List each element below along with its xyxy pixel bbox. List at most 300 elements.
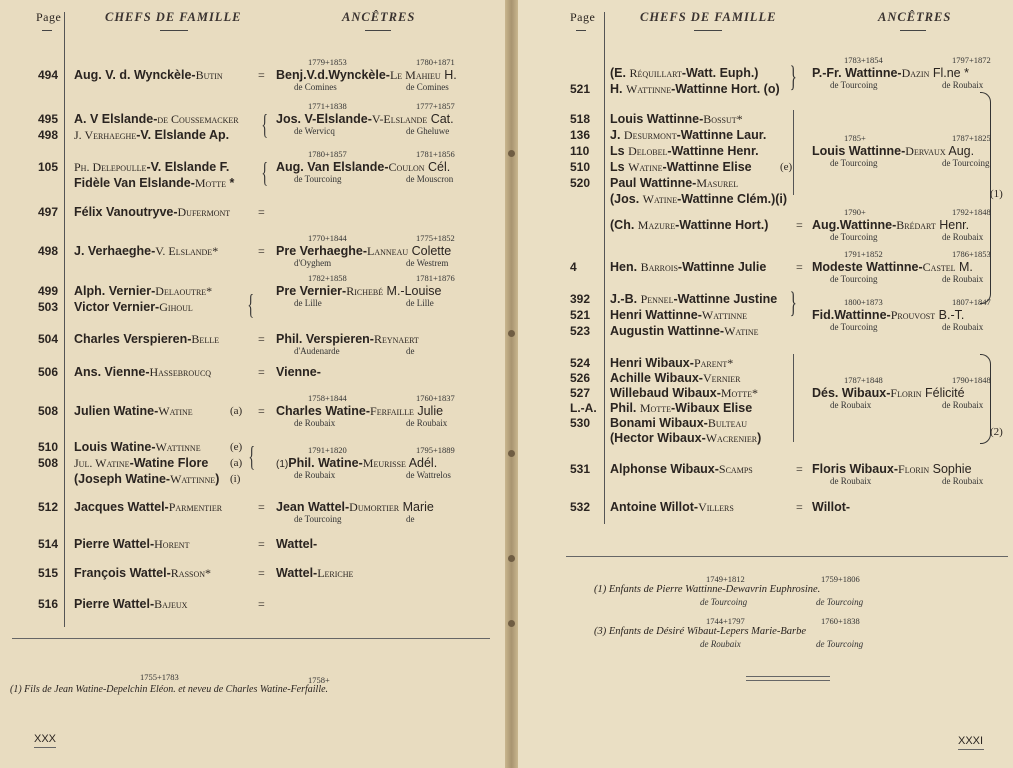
family-head-entry <box>74 284 212 299</box>
spouse-dates: 1792+1848 <box>952 207 991 217</box>
spouse-dates: 1795+1889 <box>416 445 455 455</box>
family-head-suffix: -Wattinne Laur. <box>676 128 767 142</box>
ancestor-spouse: Le Mahieu <box>389 68 441 82</box>
ancestor-name: Willot- <box>812 500 851 514</box>
ancestor-entry <box>812 260 973 275</box>
ancestor-spouse-first: Cat. <box>427 112 454 126</box>
ancestor-entry <box>276 537 317 551</box>
folio-rule <box>34 747 56 748</box>
spouse-place: de Roubaix <box>942 274 984 284</box>
footnote: (1) Enfants de Pierre Wattinne-Dewavrin Euphrosine. <box>594 584 821 595</box>
page-number: 527 <box>570 386 591 400</box>
family-head-name: J. <box>610 128 624 142</box>
footnote: (1) Fils de Jean Watine-Depelchin Eléon. et neveu de Charles Watine-Ferfaille. <box>10 684 329 695</box>
family-head-entry <box>610 192 787 207</box>
family-head-entry <box>610 371 741 386</box>
ancestor-place: de Tourcoing <box>830 274 878 284</box>
spouse-place: de Roubaix <box>942 400 984 410</box>
family-head-name: Pierre Wattel- <box>74 597 155 611</box>
ancestor-entry <box>276 566 353 581</box>
family-head-spouse: Hassebroucq <box>149 365 212 379</box>
ancestor-spouse: Dervaux <box>905 144 946 158</box>
ancestor-place: de Comines <box>294 82 337 92</box>
spouse-place: de <box>406 514 415 524</box>
family-head-name: H. <box>610 82 626 96</box>
note-mark: (a) <box>230 405 243 417</box>
family-head-spouse: Mazure <box>637 218 676 232</box>
family-head-name: Louis Watine- <box>74 440 156 454</box>
family-head-entry <box>74 472 219 487</box>
family-head-spouse: Jul. Watine <box>74 456 130 470</box>
header-dash <box>576 30 586 31</box>
ancestor-place: de Wervicq <box>294 126 335 136</box>
ancestor-dates: 1785+ <box>844 133 866 143</box>
page-number: 105 <box>38 160 59 174</box>
page-number: 494 <box>38 68 59 82</box>
ancestor-name: Dés. Wibaux- <box>812 386 891 400</box>
family-head-spouse: Belle <box>191 332 219 346</box>
family-head-entry <box>74 160 229 175</box>
equals-sign: = <box>796 218 803 232</box>
family-head-suffix: ) <box>215 472 220 486</box>
family-head-spouse: Parent* <box>693 356 734 370</box>
equals-sign: = <box>258 68 265 82</box>
ancestor-dates: 1779+1853 <box>308 57 347 67</box>
family-head-entry <box>610 500 734 515</box>
ancestor-spouse: Dazin <box>901 66 930 80</box>
family-head-entry <box>74 404 193 419</box>
spouse-dates: 1807+1847 <box>952 297 991 307</box>
family-head-spouse: Bulteau <box>707 416 748 430</box>
footnote-rule <box>12 638 490 639</box>
ancestor-name: Charles Watine- <box>276 404 371 418</box>
family-head-name: Alphonse Wibaux- <box>610 462 719 476</box>
right-page <box>518 0 1013 768</box>
family-head-name: Hen. <box>610 260 641 274</box>
family-head-spouse: Pennel <box>640 292 674 306</box>
family-head-name: A. V Elslande- <box>74 112 158 126</box>
spouse-dates: 1787+1825 <box>952 133 991 143</box>
note-place: de Tourcoing <box>816 597 864 607</box>
end-rule <box>746 676 830 677</box>
ancestor-dates: 1782+1858 <box>308 273 347 283</box>
note-date: 1759+1806 <box>821 574 860 584</box>
equals-sign: = <box>258 205 265 219</box>
ancestor-place: de Roubaix <box>294 470 336 480</box>
ancestor-name: Jos. V-Elslande- <box>276 112 372 126</box>
ancestor-spouse-first: Cél. <box>424 160 451 174</box>
ancestor-place: d'Oyghem <box>294 258 332 268</box>
spouse-place: de Roubaix <box>942 322 984 332</box>
family-head-suffix: -Wibaux Elise <box>670 401 753 415</box>
ancestor-dates: 1780+1857 <box>308 149 347 159</box>
ancestor-entry <box>276 500 434 515</box>
spouse-dates: 1775+1852 <box>416 233 455 243</box>
ancestor-dates: 1791+1820 <box>308 445 347 455</box>
family-head-entry <box>610 401 752 416</box>
ancestor-spouse: Florin <box>898 462 930 476</box>
page-number: 518 <box>570 112 591 126</box>
folio: XXXI <box>958 735 984 747</box>
page-number: 516 <box>38 597 59 611</box>
page-number: 532 <box>570 500 591 514</box>
ancestor-entry <box>812 144 974 159</box>
family-head-entry <box>610 128 766 143</box>
family-head-spouse: Ph. Delepoulle <box>74 160 147 174</box>
equals-sign: = <box>258 332 265 346</box>
ancestor-entry <box>276 332 419 347</box>
page-number: 515 <box>38 566 59 580</box>
ancestor-spouse: Leriche <box>317 566 354 580</box>
folio-rule <box>958 749 984 750</box>
equals-sign: = <box>796 260 803 274</box>
brace-glyph: { <box>247 290 255 321</box>
family-head-entry <box>74 176 234 191</box>
family-head-spouse: Gihoul <box>159 300 193 314</box>
page-number: 523 <box>570 324 591 338</box>
equals-sign: = <box>258 365 265 379</box>
ancestor-entry <box>276 160 450 175</box>
stitch <box>508 555 515 562</box>
ancestor-note-mark: (1) <box>276 459 289 470</box>
ancestor-entry <box>812 386 965 401</box>
brace-glyph: { <box>261 158 269 189</box>
family-head-spouse: Parmentier <box>168 500 223 514</box>
family-head-entry <box>74 128 229 143</box>
note-place: de Tourcoing <box>700 597 748 607</box>
spouse-place: de Westrem <box>406 258 449 268</box>
family-head-name: (Joseph Watine- <box>74 472 171 486</box>
ancestor-entry <box>276 284 441 299</box>
ancestor-name: Wattel- <box>276 566 318 580</box>
family-head-name: (Hector Wibaux- <box>610 431 706 445</box>
ancestor-place: de Roubaix <box>830 476 872 486</box>
spouse-place: de Roubaix <box>942 476 984 486</box>
family-head-name: Alph. Vernier- <box>74 284 156 298</box>
ancestor-dates: 1758+1844 <box>308 393 347 403</box>
page-number: 531 <box>570 462 591 476</box>
ancestor-entry <box>812 500 850 514</box>
ancestor-entry <box>276 404 443 419</box>
family-head-spouse: Watine <box>642 192 678 206</box>
ancestor-name: Pre Vernier- <box>276 284 347 298</box>
spouse-place: de Tourcoing <box>942 158 990 168</box>
family-head-entry <box>610 260 766 275</box>
ancestor-name: Aug. Van Elslande- <box>276 160 389 174</box>
spouse-place: de Wattrelos <box>406 470 451 480</box>
ancestor-spouse: Meurisse <box>362 456 406 470</box>
ancestor-dates: 1790+ <box>844 207 866 217</box>
equals-sign: = <box>258 244 265 258</box>
spouse-dates: 1760+1837 <box>416 393 455 403</box>
equals-sign: = <box>796 462 803 476</box>
family-head-name: Paul Wattinne- <box>610 176 697 190</box>
ancestor-spouse: Castel <box>922 260 956 274</box>
ancestor-spouse-first: Félicité <box>921 386 965 400</box>
family-head-spouse: V. Elslande* <box>155 244 219 258</box>
family-head-entry <box>610 386 758 401</box>
page-number: 136 <box>570 128 591 142</box>
family-head-name: Willebaud Wibaux- <box>610 386 721 400</box>
ancestor-place: de Roubaix <box>830 400 872 410</box>
ancestor-name: Phil. Verspieren- <box>276 332 374 346</box>
family-head-name: Henri Wibaux- <box>610 356 694 370</box>
page-number: 508 <box>38 404 59 418</box>
header-chefs: CHEFS DE FAMILLE <box>105 10 242 24</box>
column-rule <box>64 12 65 627</box>
family-head-spouse: Desurmont <box>623 128 677 142</box>
ancestor-spouse: Coulon <box>388 160 425 174</box>
note-date: 1760+1838 <box>821 616 860 626</box>
family-head-spouse: Bajeux <box>154 597 188 611</box>
family-head-spouse: Rasson* <box>170 566 212 580</box>
page-number: 110 <box>570 144 590 158</box>
family-head-entry <box>610 112 743 127</box>
header-ancetres: ANCÊTRES <box>342 10 416 24</box>
stitch <box>508 620 515 627</box>
equals-sign: = <box>258 566 265 580</box>
ancestor-spouse: Florin <box>890 386 922 400</box>
ancestor-spouse: Prouvost <box>890 308 936 322</box>
spouse-dates: 1781+1876 <box>416 273 455 283</box>
ancestor-entry <box>276 244 451 259</box>
note-mark: (e) <box>780 161 793 173</box>
page-number: 520 <box>570 176 591 190</box>
family-head-suffix: -V. Elslande Ap. <box>136 128 230 142</box>
family-head-name: Phil. <box>610 401 640 415</box>
note-place: de Tourcoing <box>816 639 864 649</box>
ancestor-name: Floris Wibaux- <box>812 462 899 476</box>
family-head-entry <box>74 566 211 581</box>
family-head-name: François Wattel- <box>74 566 171 580</box>
ancestor-entry <box>276 112 454 127</box>
page-number: 498 <box>38 244 59 258</box>
ancestor-spouse-first: H. <box>440 68 457 82</box>
family-head-spouse: Réquillart <box>629 66 682 80</box>
ancestor-name: Jean Wattel- <box>276 500 350 514</box>
ancestor-dates: 1800+1873 <box>844 297 883 307</box>
family-head-entry <box>610 176 738 191</box>
family-head-suffix: -Watine Flore <box>129 456 209 470</box>
header-dash <box>42 30 52 31</box>
ancestor-entry <box>812 66 969 81</box>
group-rule <box>793 110 794 195</box>
note-date: 1758+ <box>308 675 330 685</box>
family-head-suffix: -Wattinne Elise <box>662 160 752 174</box>
family-head-name: Julien Watine- <box>74 404 159 418</box>
page-number: 512 <box>38 500 59 514</box>
family-head-name: Bonami Wibaux- <box>610 416 708 430</box>
equals-sign: = <box>796 500 803 514</box>
equals-sign: = <box>258 537 265 551</box>
ancestor-spouse: V-Elslande <box>371 112 428 126</box>
family-head-name: Victor Vernier- <box>74 300 160 314</box>
left-page <box>0 0 505 768</box>
family-head-entry <box>610 160 752 175</box>
family-head-entry <box>610 144 759 159</box>
ancestor-spouse-first: M.-Louise <box>383 284 442 298</box>
spouse-place: de <box>406 346 415 356</box>
ancestor-spouse: Reynaert <box>373 332 419 346</box>
family-head-spouse: Motte* <box>720 386 758 400</box>
family-head-entry <box>74 537 189 552</box>
family-head-spouse: Butin <box>195 68 223 82</box>
brace-mark: (1) <box>990 188 1003 200</box>
note-mark: (e) <box>230 441 243 453</box>
family-head-name: J. Verhaeghe- <box>74 244 156 258</box>
ancestor-spouse-first: Julie <box>413 404 444 418</box>
family-head-name: Félix Vanoutryve- <box>74 205 178 219</box>
family-head-suffix: -Wattinne Justine <box>673 292 778 306</box>
header-dash <box>694 30 722 31</box>
family-head-entry <box>610 431 761 446</box>
equals-sign: = <box>258 597 265 611</box>
book-gutter <box>505 0 518 768</box>
header-ancetres: ANCÊTRES <box>878 10 952 24</box>
equals-sign: = <box>258 500 265 514</box>
spouse-place: de Lille <box>406 298 434 308</box>
ancestor-place: de Tourcoing <box>294 174 342 184</box>
footnote: (3) Enfants de Désiré Wibaut-Lepers Marie-Barbe <box>594 626 807 637</box>
ancestor-name: Phil. Watine- <box>288 456 363 470</box>
ancestor-spouse-first: Colette <box>408 244 452 258</box>
family-head-spouse: Watine <box>724 324 759 338</box>
family-head-entry <box>610 292 777 307</box>
spouse-dates: 1786+1853 <box>952 249 991 259</box>
ancestor-spouse-first: Marie <box>399 500 434 514</box>
page-number: 510 <box>38 440 59 454</box>
stitch <box>508 150 515 157</box>
family-head-name: Jacques Wattel- <box>74 500 169 514</box>
ancestor-name: Pre Verhaeghe- <box>276 244 368 258</box>
family-head-entry <box>74 112 239 127</box>
family-head-entry <box>610 324 759 339</box>
ancestor-place: de Roubaix <box>294 418 336 428</box>
brace-glyph: } <box>789 286 797 319</box>
group-rule <box>793 354 794 442</box>
ancestor-place: de Lille <box>294 298 322 308</box>
page-number: L.-A. <box>570 401 597 415</box>
family-head-suffix: -Watt. Euph.) <box>681 66 759 80</box>
family-head-entry <box>610 462 753 477</box>
ancestor-entry <box>276 365 321 379</box>
ancestor-spouse: Ferfaille <box>370 404 414 418</box>
ancestor-spouse-first: Fl.ne * <box>929 66 969 80</box>
brace-glyph: { <box>248 442 256 473</box>
family-head-spouse: Masurel <box>696 176 739 190</box>
ancestor-place: de Tourcoing <box>294 514 342 524</box>
header-dash <box>160 30 188 31</box>
ancestor-place: de Tourcoing <box>830 80 878 90</box>
ancestor-spouse: Brédart <box>896 218 936 232</box>
ancestor-name: Vienne- <box>276 365 321 379</box>
spouse-dates: 1781+1856 <box>416 149 455 159</box>
ancestor-name: Wattel- <box>276 537 318 551</box>
ancestor-spouse: Richebé <box>346 284 384 298</box>
page-number: 521 <box>570 308 591 322</box>
family-head-entry <box>74 456 208 471</box>
family-head-name: Henri Wattinne- <box>610 308 702 322</box>
ancestor-name: Fid.Wattinne- <box>812 308 891 322</box>
spouse-dates: 1797+1872 <box>952 55 991 65</box>
page-number: 514 <box>38 537 59 551</box>
family-head-spouse: Wacrenier <box>705 431 758 445</box>
family-head-name: Ans. Vienne- <box>74 365 150 379</box>
header-chefs: CHEFS DE FAMILLE <box>640 10 777 24</box>
family-head-spouse: Wattinne <box>155 440 201 454</box>
family-head-spouse: Vernier <box>702 371 741 385</box>
ancestor-entry <box>276 68 457 83</box>
family-head-entry <box>74 597 187 612</box>
header-dash <box>900 30 926 31</box>
family-head-name: (Jos. <box>610 192 643 206</box>
ancestor-place: de Tourcoing <box>830 322 878 332</box>
page-number: 521 <box>570 82 591 96</box>
family-head-spouse: Motte <box>194 176 226 190</box>
ancestor-place: de Tourcoing <box>830 232 878 242</box>
family-head-name: (E. <box>610 66 630 80</box>
page-number: 526 <box>570 371 591 385</box>
ancestor-name: Aug.Wattinne- <box>812 218 897 232</box>
stitch <box>508 450 515 457</box>
spouse-place: de Roubaix <box>942 232 984 242</box>
equals-sign: = <box>258 404 265 418</box>
family-head-spouse: Watine <box>628 160 663 174</box>
ancestor-entry <box>812 218 969 233</box>
spouse-place: de Comines <box>406 82 449 92</box>
ancestor-name: Modeste Wattinne- <box>812 260 923 274</box>
spouse-place: de Gheluwe <box>406 126 450 136</box>
family-head-spouse: Wattinne <box>701 308 748 322</box>
ancestor-spouse-first: Aug. <box>945 144 975 158</box>
note-date: 1749+1812 <box>706 574 745 584</box>
family-head-suffix: * <box>225 176 235 190</box>
family-head-entry <box>74 332 219 347</box>
ancestor-dates: 1787+1848 <box>844 375 883 385</box>
family-head-suffix: ) <box>757 431 762 445</box>
footnote-rule <box>566 556 1008 557</box>
family-head-name: Augustin Wattinne- <box>610 324 725 338</box>
stitch <box>508 330 515 337</box>
family-head-spouse: Motte <box>639 401 671 415</box>
ancestor-entry <box>812 462 972 477</box>
family-head-spouse: Barrois <box>640 260 678 274</box>
header-page: Page <box>36 10 62 24</box>
ancestor-dates: 1791+1852 <box>844 249 883 259</box>
family-head-spouse: Bossut* <box>703 112 743 126</box>
ancestor-place: d'Audenarde <box>294 346 340 356</box>
family-head-suffix: -Wattinne Julie <box>677 260 767 274</box>
spouse-dates: 1777+1857 <box>416 101 455 111</box>
family-head-entry <box>610 82 780 97</box>
family-head-spouse: Villers <box>698 500 734 514</box>
ancestor-spouse-first: M. <box>955 260 973 274</box>
family-head-suffix: -V. Elslande F. <box>146 160 230 174</box>
family-head-spouse: Delaoutre* <box>155 284 213 298</box>
family-head-entry <box>610 218 768 233</box>
end-rule <box>746 680 830 681</box>
spouse-dates: 1780+1871 <box>416 57 455 67</box>
family-head-entry <box>74 365 211 380</box>
family-head-name: Antoine Willot- <box>610 500 699 514</box>
page-number: 530 <box>570 416 591 430</box>
family-head-name: Ls <box>610 160 629 174</box>
family-head-name: (Ch. <box>610 218 638 232</box>
note-place: de Roubaix <box>700 639 741 649</box>
page-number: 499 <box>38 284 59 298</box>
family-head-name: J.-B. <box>610 292 641 306</box>
spouse-place: de Roubaix <box>942 80 984 90</box>
